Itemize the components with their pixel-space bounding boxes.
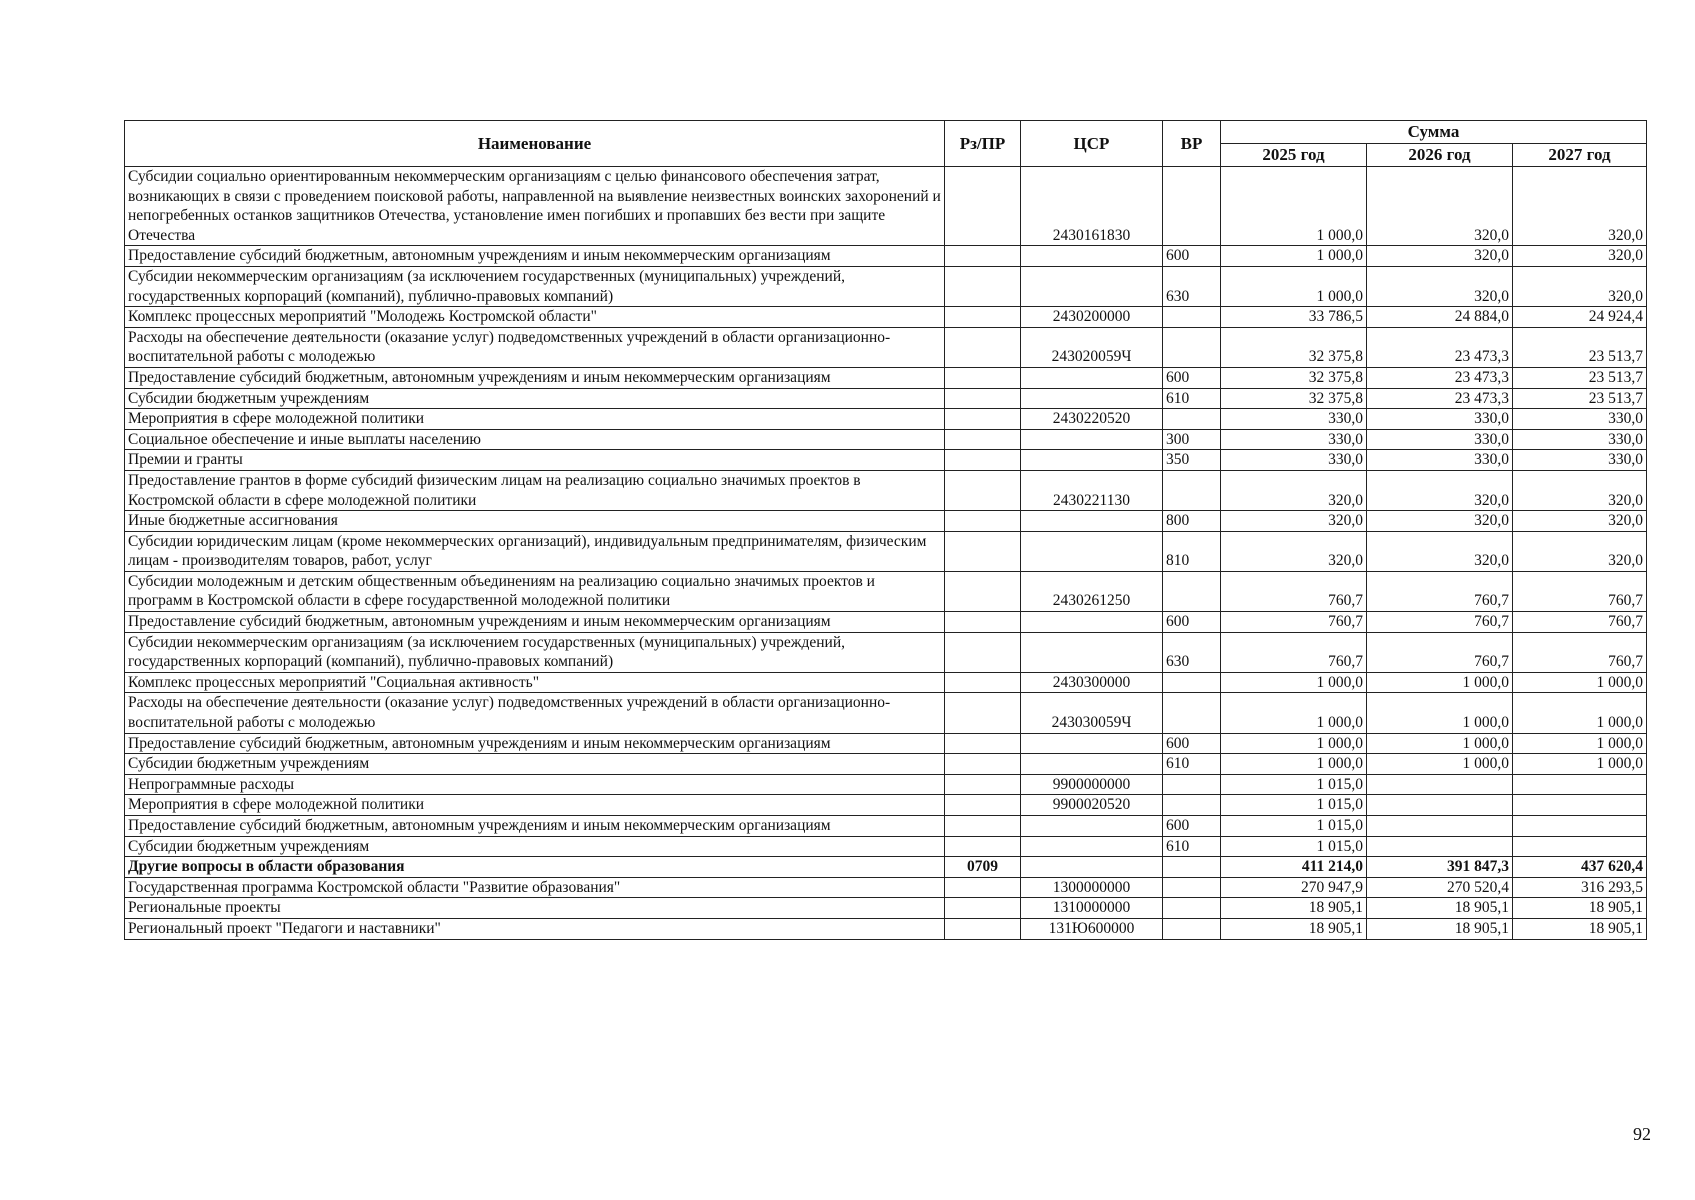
cell-2026 bbox=[1367, 816, 1513, 837]
cell-vr bbox=[1163, 693, 1221, 733]
table-row bbox=[125, 612, 1647, 633]
cell-name: Социальное обеспечение и иные выплаты населению bbox=[125, 429, 945, 450]
header-rz: Рз/ПР bbox=[945, 121, 1021, 167]
cell-2025: 1 000,0 bbox=[1221, 246, 1367, 267]
cell-2027: 760,7 bbox=[1513, 632, 1647, 672]
table-row bbox=[125, 266, 1647, 306]
cell-2025: 32 375,8 bbox=[1221, 367, 1367, 388]
cell-name: Предоставление субсидий бюджетным, автономным учреждениям и иным некоммерческим организациям bbox=[125, 612, 945, 633]
table-row bbox=[125, 754, 1647, 775]
cell-2027: 18 905,1 bbox=[1513, 898, 1647, 919]
cell-name: Мероприятия в сфере молодежной политики bbox=[125, 795, 945, 816]
cell-vr: 350 bbox=[1163, 450, 1221, 471]
header-name: Наименование bbox=[125, 121, 945, 167]
cell-2025: 1 000,0 bbox=[1221, 167, 1367, 246]
cell-vr: 600 bbox=[1163, 246, 1221, 267]
cell-rz bbox=[945, 754, 1021, 775]
cell-rz bbox=[945, 632, 1021, 672]
cell-name: Расходы на обеспечение деятельности (оказание услуг) подведомственных учреждений в области организационно-воспитательной работы с молодежью bbox=[125, 327, 945, 367]
cell-name: Иные бюджетные ассигнования bbox=[125, 511, 945, 532]
cell-vr: 600 bbox=[1163, 816, 1221, 837]
cell-2027: 437 620,4 bbox=[1513, 857, 1647, 878]
cell-csr: 9900020520 bbox=[1021, 795, 1163, 816]
table-row bbox=[125, 632, 1647, 672]
table-row bbox=[125, 246, 1647, 267]
table-body bbox=[125, 167, 1647, 940]
cell-2026: 23 473,3 bbox=[1367, 388, 1513, 409]
cell-2027: 330,0 bbox=[1513, 429, 1647, 450]
cell-csr bbox=[1021, 388, 1163, 409]
cell-name: Предоставление субсидий бюджетным, автономным учреждениям и иным некоммерческим организациям bbox=[125, 733, 945, 754]
cell-rz bbox=[945, 774, 1021, 795]
cell-vr: 800 bbox=[1163, 511, 1221, 532]
cell-name: Премии и гранты bbox=[125, 450, 945, 471]
cell-2027: 1 000,0 bbox=[1513, 754, 1647, 775]
cell-2026: 320,0 bbox=[1367, 266, 1513, 306]
cell-rz bbox=[945, 450, 1021, 471]
cell-2026: 760,7 bbox=[1367, 612, 1513, 633]
cell-rz bbox=[945, 612, 1021, 633]
cell-rz bbox=[945, 388, 1021, 409]
cell-csr bbox=[1021, 266, 1163, 306]
cell-2027: 1 000,0 bbox=[1513, 693, 1647, 733]
table-row bbox=[125, 693, 1647, 733]
cell-2027 bbox=[1513, 774, 1647, 795]
cell-name: Субсидии бюджетным учреждениям bbox=[125, 754, 945, 775]
cell-csr bbox=[1021, 816, 1163, 837]
cell-2026: 320,0 bbox=[1367, 246, 1513, 267]
cell-2026: 760,7 bbox=[1367, 632, 1513, 672]
cell-vr bbox=[1163, 307, 1221, 328]
cell-2025: 1 015,0 bbox=[1221, 836, 1367, 857]
cell-2026: 1 000,0 bbox=[1367, 693, 1513, 733]
cell-2026: 320,0 bbox=[1367, 531, 1513, 571]
cell-vr: 600 bbox=[1163, 612, 1221, 633]
cell-vr: 810 bbox=[1163, 531, 1221, 571]
cell-2026: 1 000,0 bbox=[1367, 754, 1513, 775]
cell-rz bbox=[945, 167, 1021, 246]
cell-2025: 1 000,0 bbox=[1221, 266, 1367, 306]
cell-2026: 330,0 bbox=[1367, 429, 1513, 450]
cell-name: Субсидии юридическим лицам (кроме некоммерческих организаций), индивидуальным предпринимателям, физическим лицам - производителям товаров, работ, услуг bbox=[125, 531, 945, 571]
cell-csr: 2430200000 bbox=[1021, 307, 1163, 328]
cell-2027 bbox=[1513, 836, 1647, 857]
cell-2025: 32 375,8 bbox=[1221, 327, 1367, 367]
cell-name: Комплекс процессных мероприятий "Социальная активность" bbox=[125, 672, 945, 693]
cell-name: Мероприятия в сфере молодежной политики bbox=[125, 409, 945, 430]
cell-2025: 1 015,0 bbox=[1221, 774, 1367, 795]
cell-csr: 2430161830 bbox=[1021, 167, 1163, 246]
cell-2026: 330,0 bbox=[1367, 450, 1513, 471]
table-row bbox=[125, 733, 1647, 754]
cell-rz bbox=[945, 898, 1021, 919]
cell-name: Субсидии некоммерческим организациям (за исключением государственных (муниципальных) учреждений, государственных корпораций (компаний), публично-правовых компаний) bbox=[125, 632, 945, 672]
cell-2026: 24 884,0 bbox=[1367, 307, 1513, 328]
cell-name: Предоставление субсидий бюджетным, автономным учреждениям и иным некоммерческим организациям bbox=[125, 816, 945, 837]
cell-vr: 300 bbox=[1163, 429, 1221, 450]
header-2027: 2027 год bbox=[1513, 144, 1647, 167]
cell-2026: 270 520,4 bbox=[1367, 877, 1513, 898]
cell-2025: 760,7 bbox=[1221, 571, 1367, 611]
cell-rz bbox=[945, 877, 1021, 898]
cell-2026 bbox=[1367, 836, 1513, 857]
cell-rz bbox=[945, 795, 1021, 816]
cell-2026: 18 905,1 bbox=[1367, 918, 1513, 939]
page-number: 92 bbox=[1633, 1124, 1651, 1144]
cell-vr bbox=[1163, 470, 1221, 510]
cell-rz bbox=[945, 470, 1021, 510]
table-row bbox=[125, 470, 1647, 510]
cell-vr bbox=[1163, 898, 1221, 919]
cell-2027: 23 513,7 bbox=[1513, 367, 1647, 388]
cell-vr bbox=[1163, 774, 1221, 795]
cell-vr bbox=[1163, 877, 1221, 898]
cell-csr: 2430261250 bbox=[1021, 571, 1163, 611]
cell-rz bbox=[945, 571, 1021, 611]
cell-2026 bbox=[1367, 774, 1513, 795]
cell-2025: 1 000,0 bbox=[1221, 672, 1367, 693]
cell-2027: 23 513,7 bbox=[1513, 388, 1647, 409]
table-row bbox=[125, 409, 1647, 430]
cell-rz bbox=[945, 816, 1021, 837]
cell-2027: 320,0 bbox=[1513, 531, 1647, 571]
cell-2025: 1 015,0 bbox=[1221, 795, 1367, 816]
table-row bbox=[125, 836, 1647, 857]
cell-2027: 24 924,4 bbox=[1513, 307, 1647, 328]
cell-csr bbox=[1021, 511, 1163, 532]
cell-rz bbox=[945, 531, 1021, 571]
cell-csr: 243030059Ч bbox=[1021, 693, 1163, 733]
cell-2026 bbox=[1367, 795, 1513, 816]
cell-name: Комплекс процессных мероприятий "Молодежь Костромской области" bbox=[125, 307, 945, 328]
cell-rz bbox=[945, 307, 1021, 328]
cell-2027 bbox=[1513, 816, 1647, 837]
cell-2027: 760,7 bbox=[1513, 612, 1647, 633]
cell-rz bbox=[945, 367, 1021, 388]
cell-2027: 23 513,7 bbox=[1513, 327, 1647, 367]
cell-2027: 316 293,5 bbox=[1513, 877, 1647, 898]
table-row bbox=[125, 429, 1647, 450]
cell-2027: 320,0 bbox=[1513, 167, 1647, 246]
cell-2025: 33 786,5 bbox=[1221, 307, 1367, 328]
cell-2027: 18 905,1 bbox=[1513, 918, 1647, 939]
cell-rz bbox=[945, 266, 1021, 306]
cell-2027: 330,0 bbox=[1513, 409, 1647, 430]
cell-csr: 131Ю600000 bbox=[1021, 918, 1163, 939]
cell-2025: 18 905,1 bbox=[1221, 898, 1367, 919]
cell-name: Субсидии некоммерческим организациям (за исключением государственных (муниципальных) учреждений, государственных корпораций (компаний), публично-правовых компаний) bbox=[125, 266, 945, 306]
header-csr: ЦСР bbox=[1021, 121, 1163, 167]
cell-2027: 1 000,0 bbox=[1513, 733, 1647, 754]
cell-vr bbox=[1163, 167, 1221, 246]
cell-name: Предоставление субсидий бюджетным, автономным учреждениям и иным некоммерческим организациям bbox=[125, 246, 945, 267]
table-row bbox=[125, 795, 1647, 816]
table-row bbox=[125, 774, 1647, 795]
cell-2025: 1 000,0 bbox=[1221, 693, 1367, 733]
table-row bbox=[125, 918, 1647, 939]
cell-2025: 760,7 bbox=[1221, 612, 1367, 633]
cell-2026: 320,0 bbox=[1367, 470, 1513, 510]
cell-csr bbox=[1021, 612, 1163, 633]
cell-vr: 630 bbox=[1163, 266, 1221, 306]
cell-rz bbox=[945, 836, 1021, 857]
cell-2027: 320,0 bbox=[1513, 511, 1647, 532]
cell-2025: 330,0 bbox=[1221, 429, 1367, 450]
cell-csr: 243020059Ч bbox=[1021, 327, 1163, 367]
cell-2025: 320,0 bbox=[1221, 531, 1367, 571]
cell-2025: 1 000,0 bbox=[1221, 733, 1367, 754]
cell-csr: 2430221130 bbox=[1021, 470, 1163, 510]
cell-name: Субсидии молодежным и детским общественным объединениям на реализацию социально значимых проектов и программ в Костромской области в сфере государственной молодежной политики bbox=[125, 571, 945, 611]
cell-csr bbox=[1021, 857, 1163, 878]
table-row bbox=[125, 327, 1647, 367]
cell-vr bbox=[1163, 795, 1221, 816]
cell-2027: 320,0 bbox=[1513, 470, 1647, 510]
cell-csr bbox=[1021, 429, 1163, 450]
cell-csr bbox=[1021, 246, 1163, 267]
cell-rz: 0709 bbox=[945, 857, 1021, 878]
cell-2027: 1 000,0 bbox=[1513, 672, 1647, 693]
cell-csr: 2430220520 bbox=[1021, 409, 1163, 430]
cell-vr bbox=[1163, 857, 1221, 878]
cell-2025: 1 000,0 bbox=[1221, 754, 1367, 775]
cell-2026: 760,7 bbox=[1367, 571, 1513, 611]
table-row bbox=[125, 672, 1647, 693]
cell-name: Предоставление субсидий бюджетным, автономным учреждениям и иным некоммерческим организациям bbox=[125, 367, 945, 388]
cell-2026: 320,0 bbox=[1367, 167, 1513, 246]
cell-2027: 320,0 bbox=[1513, 266, 1647, 306]
cell-name: Региональные проекты bbox=[125, 898, 945, 919]
cell-2025: 330,0 bbox=[1221, 450, 1367, 471]
table-row bbox=[125, 531, 1647, 571]
cell-csr: 2430300000 bbox=[1021, 672, 1163, 693]
table-row bbox=[125, 388, 1647, 409]
cell-2025: 270 947,9 bbox=[1221, 877, 1367, 898]
cell-2027: 330,0 bbox=[1513, 450, 1647, 471]
cell-2026: 1 000,0 bbox=[1367, 672, 1513, 693]
cell-2025: 330,0 bbox=[1221, 409, 1367, 430]
header-2026: 2026 год bbox=[1367, 144, 1513, 167]
cell-csr bbox=[1021, 836, 1163, 857]
cell-name: Государственная программа Костромской области "Развитие образования" bbox=[125, 877, 945, 898]
cell-rz bbox=[945, 246, 1021, 267]
table-row bbox=[125, 816, 1647, 837]
cell-csr: 9900000000 bbox=[1021, 774, 1163, 795]
table-row bbox=[125, 898, 1647, 919]
header-2025: 2025 год bbox=[1221, 144, 1367, 167]
cell-2025: 1 015,0 bbox=[1221, 816, 1367, 837]
cell-name: Другие вопросы в области образования bbox=[125, 857, 945, 878]
cell-rz bbox=[945, 327, 1021, 367]
cell-csr: 1310000000 bbox=[1021, 898, 1163, 919]
cell-rz bbox=[945, 672, 1021, 693]
cell-csr bbox=[1021, 632, 1163, 672]
cell-name: Предоставление грантов в форме субсидий физическим лицам на реализацию социально значимых проектов в Костромской области в сфере молодежной политики bbox=[125, 470, 945, 510]
cell-vr: 600 bbox=[1163, 367, 1221, 388]
cell-csr bbox=[1021, 531, 1163, 571]
cell-csr bbox=[1021, 450, 1163, 471]
cell-2027: 320,0 bbox=[1513, 246, 1647, 267]
cell-vr bbox=[1163, 672, 1221, 693]
budget-table bbox=[124, 120, 1647, 940]
cell-2025: 411 214,0 bbox=[1221, 857, 1367, 878]
cell-name: Субсидии социально ориентированным некоммерческим организациям с целью финансового обеспечения затрат, возникающих в связи с проведением поисковой работы, направленной на выявление неизвестных воинских захоронений и непогребенных останков защитников Отечества, установление имен погибших и пропавших без вести при защите Отечества bbox=[125, 167, 945, 246]
cell-2026: 23 473,3 bbox=[1367, 367, 1513, 388]
cell-vr bbox=[1163, 571, 1221, 611]
cell-rz bbox=[945, 429, 1021, 450]
header-sum: Сумма bbox=[1221, 121, 1647, 144]
cell-name: Расходы на обеспечение деятельности (оказание услуг) подведомственных учреждений в области организационно-воспитательной работы с молодежью bbox=[125, 693, 945, 733]
cell-rz bbox=[945, 918, 1021, 939]
table-row bbox=[125, 511, 1647, 532]
cell-rz bbox=[945, 693, 1021, 733]
cell-rz bbox=[945, 511, 1021, 532]
cell-2025: 760,7 bbox=[1221, 632, 1367, 672]
table-row bbox=[125, 167, 1647, 246]
table-row bbox=[125, 857, 1647, 878]
table-row bbox=[125, 450, 1647, 471]
cell-2025: 18 905,1 bbox=[1221, 918, 1367, 939]
table-header bbox=[125, 121, 1647, 167]
table-row bbox=[125, 307, 1647, 328]
cell-vr bbox=[1163, 409, 1221, 430]
table-row bbox=[125, 571, 1647, 611]
cell-vr: 630 bbox=[1163, 632, 1221, 672]
cell-2026: 320,0 bbox=[1367, 511, 1513, 532]
cell-2027 bbox=[1513, 795, 1647, 816]
cell-2026: 391 847,3 bbox=[1367, 857, 1513, 878]
cell-csr bbox=[1021, 754, 1163, 775]
cell-csr: 1300000000 bbox=[1021, 877, 1163, 898]
cell-name: Непрограммные расходы bbox=[125, 774, 945, 795]
cell-2026: 1 000,0 bbox=[1367, 733, 1513, 754]
cell-csr bbox=[1021, 367, 1163, 388]
cell-2026: 23 473,3 bbox=[1367, 327, 1513, 367]
cell-2025: 320,0 bbox=[1221, 470, 1367, 510]
cell-name: Субсидии бюджетным учреждениям bbox=[125, 836, 945, 857]
table-row bbox=[125, 367, 1647, 388]
cell-2025: 320,0 bbox=[1221, 511, 1367, 532]
cell-vr: 600 bbox=[1163, 733, 1221, 754]
cell-vr bbox=[1163, 918, 1221, 939]
table-row bbox=[125, 877, 1647, 898]
cell-csr bbox=[1021, 733, 1163, 754]
cell-name: Региональный проект "Педагоги и наставники" bbox=[125, 918, 945, 939]
cell-vr: 610 bbox=[1163, 754, 1221, 775]
cell-vr: 610 bbox=[1163, 836, 1221, 857]
cell-2026: 18 905,1 bbox=[1367, 898, 1513, 919]
cell-2025: 32 375,8 bbox=[1221, 388, 1367, 409]
cell-2027: 760,7 bbox=[1513, 571, 1647, 611]
cell-name: Субсидии бюджетным учреждениям bbox=[125, 388, 945, 409]
header-vr: ВР bbox=[1163, 121, 1221, 167]
cell-rz bbox=[945, 409, 1021, 430]
cell-rz bbox=[945, 733, 1021, 754]
cell-vr bbox=[1163, 327, 1221, 367]
cell-vr: 610 bbox=[1163, 388, 1221, 409]
cell-2026: 330,0 bbox=[1367, 409, 1513, 430]
